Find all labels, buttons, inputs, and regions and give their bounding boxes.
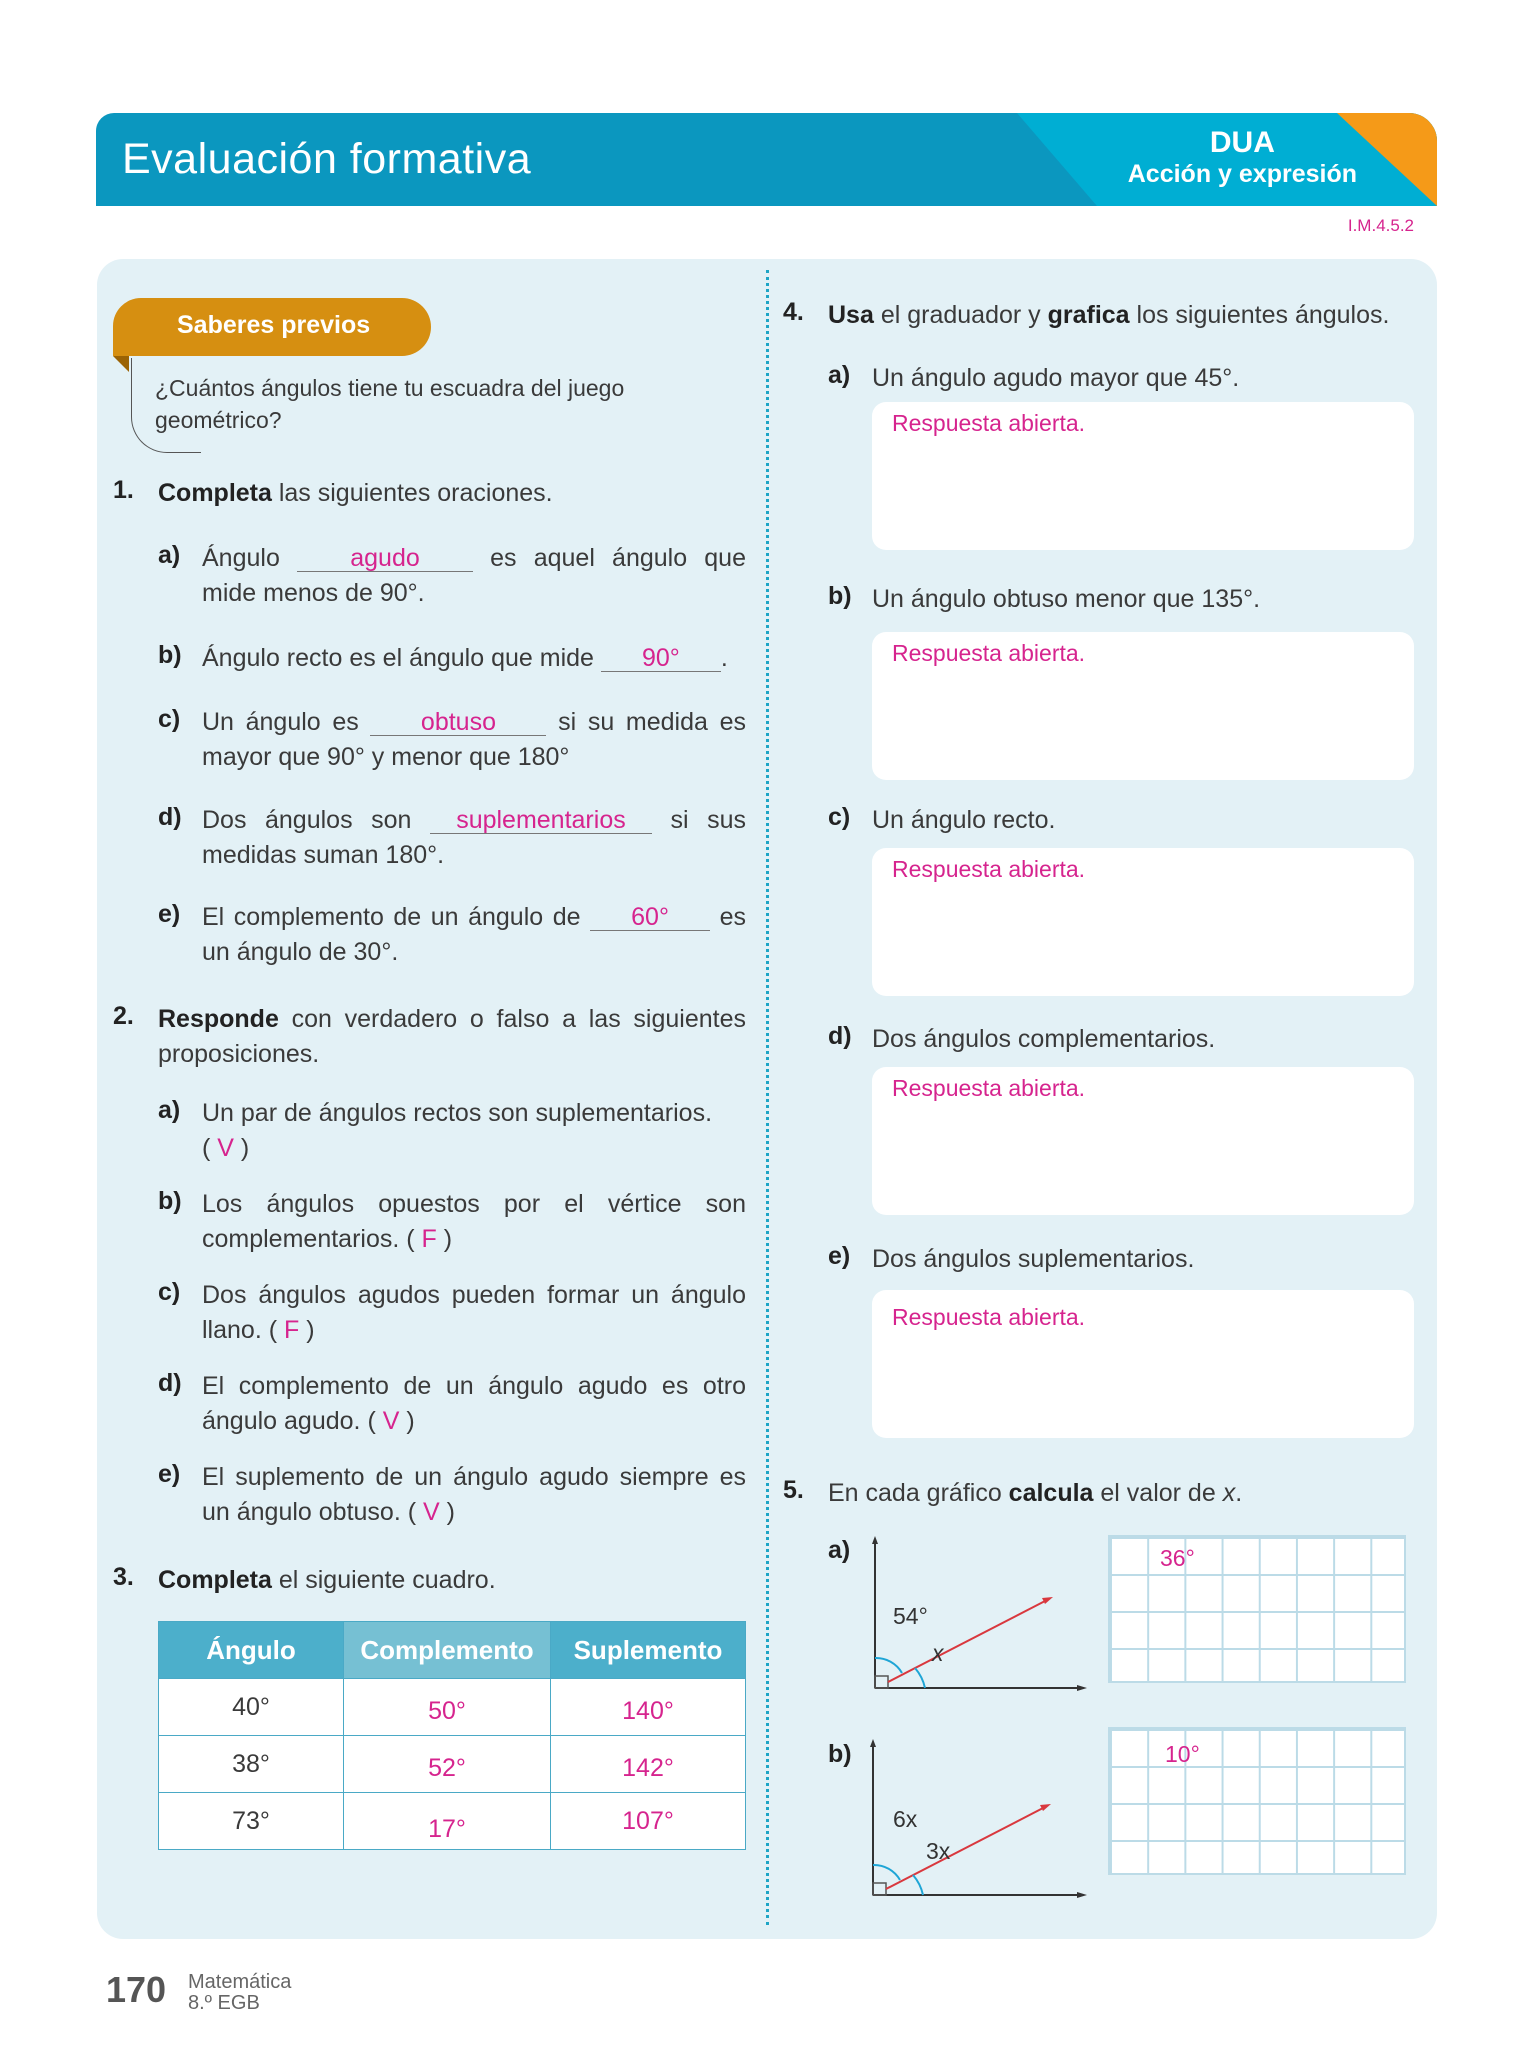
saberes-previos-label: Saberes previos	[113, 298, 431, 356]
q4b-text: Un ángulo obtuso menor que 135°.	[872, 585, 1261, 613]
q2c-statement: Dos ángulos agudos pueden formar un ángulo llano.	[202, 1281, 746, 1344]
q4c-text: Un ángulo recto.	[872, 806, 1056, 834]
q5b-angle-diagram	[855, 1735, 1095, 1905]
q4-mid: el graduador y	[873, 301, 1048, 329]
q4b-label: b)	[828, 582, 852, 610]
q2b-paren-open: (	[406, 1225, 415, 1253]
q5a-label: a)	[828, 1536, 851, 1564]
q2a-paren-close: )	[240, 1134, 250, 1162]
q1a-after: es aquel ángulo que mide menos de 90°.	[202, 544, 746, 607]
column-divider	[766, 270, 769, 1925]
cell-complement[interactable]: 52°	[344, 1736, 551, 1793]
angles-table	[158, 1621, 746, 1850]
q2e-statement: El suplemento de un ángulo agudo siempre es un ángulo obtuso.	[202, 1463, 746, 1526]
q4d-text: Dos ángulos complementarios.	[872, 1025, 1216, 1053]
q2e-paren-open: (	[407, 1498, 417, 1526]
q5-before: En cada gráfico	[828, 1479, 1009, 1507]
q1c-text	[202, 705, 746, 775]
q2d-label: d)	[158, 1369, 182, 1397]
q2b-label: b)	[158, 1187, 182, 1215]
q4a-text: Un ángulo agudo mayor que 45°.	[872, 364, 1240, 392]
q1c-before: Un ángulo es	[202, 708, 371, 736]
q2e-answer[interactable]: V	[423, 1498, 440, 1526]
q5a-upper-angle: 54°	[893, 1603, 928, 1629]
indicator-code: I.M.4.5.2	[1347, 216, 1414, 235]
q2-verb: Responde	[158, 1005, 279, 1033]
q2b-statement: Los ángulos opuestos por el vértice son complementarios.	[202, 1190, 746, 1253]
q2d-paren-open: (	[367, 1407, 376, 1435]
page-number: 170	[106, 1969, 167, 2010]
q1a-answer-blank[interactable]: agudo	[297, 545, 473, 572]
q2-instruction	[158, 1002, 746, 1072]
q2d-paren-close: )	[406, 1407, 415, 1435]
q1b-label: b)	[158, 641, 182, 669]
q2a-label: a)	[158, 1096, 181, 1124]
q1-instruction	[158, 476, 553, 511]
q2a-text	[202, 1096, 746, 1166]
q1b-answer-blank[interactable]: 90°	[601, 645, 721, 672]
q1d-before: Dos ángulos son	[202, 806, 430, 834]
q5-verb: calcula	[1008, 1479, 1094, 1507]
q4c-label: c)	[828, 803, 851, 831]
cell-angle: 38°	[159, 1736, 344, 1793]
q2d-statement: El complemento de un ángulo agudo es otro ángulo agudo.	[202, 1372, 746, 1435]
dua-title: DUA	[1209, 126, 1275, 159]
q2a-statement: Un par de ángulos rectos son suplementarios.	[202, 1099, 713, 1127]
q5b-lower-angle-text: 3x	[926, 1838, 951, 1864]
q5a-work-grid[interactable]	[1108, 1535, 1406, 1683]
q2a-answer[interactable]: V	[217, 1134, 234, 1162]
q2c-paren-open: (	[268, 1316, 278, 1344]
cell-angle: 73°	[159, 1793, 344, 1850]
table-row	[159, 1793, 746, 1850]
q5a-angle-diagram	[855, 1530, 1095, 1700]
q1e-before: El complemento de un ángulo de	[202, 903, 591, 931]
q5-number: 5.	[783, 1476, 804, 1504]
q1c-label: c)	[158, 705, 181, 733]
q2e-paren-close: )	[446, 1498, 455, 1526]
q4-rest: los siguientes ángulos.	[1129, 301, 1390, 329]
q2b-text	[202, 1187, 746, 1257]
q2-number: 2.	[113, 1002, 134, 1030]
q2e-text	[202, 1460, 746, 1530]
q2e-label: e)	[158, 1460, 181, 1488]
q2-rest: con verdadero o falso a las siguientes proposiciones.	[158, 1005, 746, 1068]
q1b-text	[202, 641, 762, 676]
q1-verb: Completa	[158, 479, 272, 507]
table-row	[159, 1679, 746, 1736]
table-header-row	[159, 1622, 746, 1679]
header-angulo: Ángulo	[159, 1622, 344, 1679]
q5b-label: b)	[828, 1740, 852, 1768]
q3-number: 3.	[113, 1563, 134, 1591]
q5-end: .	[1235, 1479, 1243, 1507]
cell-supplement[interactable]: 140°	[551, 1679, 746, 1736]
header-complemento: Complemento	[344, 1622, 551, 1679]
q4a-label: a)	[828, 361, 851, 389]
q1d-label: d)	[158, 803, 182, 831]
q4a-answer-box[interactable]	[872, 402, 1414, 550]
q1a-before: Ángulo	[202, 544, 297, 572]
table-row	[159, 1736, 746, 1793]
dua-badge	[1128, 127, 1357, 189]
q3-instruction	[158, 1563, 496, 1598]
cell-complement[interactable]: 50°	[344, 1679, 551, 1736]
q2b-answer[interactable]: F	[421, 1225, 437, 1253]
q1a-text	[202, 541, 746, 611]
q4-verb2: grafica	[1047, 301, 1130, 329]
header-banner	[96, 113, 1437, 206]
q1b-before: Ángulo recto es el ángulo que mide	[202, 644, 601, 672]
q1e-after: es un ángulo de 30°.	[202, 903, 746, 966]
grade-level: 8.º EGB	[188, 1992, 260, 2014]
q4-number: 4.	[783, 298, 804, 326]
q2c-label: c)	[158, 1278, 181, 1306]
q1d-text	[202, 803, 746, 873]
q1e-answer-blank[interactable]: 60°	[590, 904, 710, 931]
q4-instruction	[828, 298, 1389, 333]
q5a-lower-angle: x	[932, 1640, 944, 1666]
q5b-upper-angle	[893, 1806, 917, 1833]
cell-angle: 40°	[159, 1679, 344, 1736]
q3-verb: Completa	[158, 1566, 272, 1594]
q4e-answer-box[interactable]	[872, 1290, 1414, 1438]
page-title: Evaluación formativa	[122, 135, 532, 183]
footer-subject	[188, 1972, 291, 2014]
q5b-answer: 10°	[1165, 1741, 1200, 1767]
q4e-answer: Respuesta abierta.	[892, 1304, 1086, 1330]
header-suplemento: Suplemento	[551, 1622, 746, 1679]
q4d-label: d)	[828, 1022, 852, 1050]
q2b-paren-close: )	[443, 1225, 453, 1253]
q2d-answer[interactable]: V	[382, 1407, 400, 1435]
q5-after: el valor de	[1093, 1479, 1223, 1507]
q1a-label: a)	[158, 541, 181, 569]
q1e-label: e)	[158, 900, 181, 928]
q4e-text: Dos ángulos suplementarios.	[872, 1245, 1195, 1273]
q5-instruction	[828, 1476, 1242, 1511]
q3-rest: el siguiente cuadro.	[271, 1566, 496, 1594]
q1d-after: si sus medidas suman 180°.	[202, 806, 746, 869]
q5b-work-grid[interactable]	[1108, 1727, 1406, 1875]
q5a-answer: 36°	[1160, 1545, 1195, 1571]
q2c-paren-close: )	[306, 1316, 315, 1344]
q1-rest: las siguientes oraciones.	[271, 479, 553, 507]
q4b-answer-box[interactable]	[872, 632, 1414, 780]
q4b-answer: Respuesta abierta.	[892, 640, 1086, 666]
dua-subtitle: Acción y expresión	[1127, 160, 1357, 188]
q4e-label: e)	[828, 1242, 851, 1270]
q2c-text	[202, 1278, 746, 1348]
q1c-after: si su medida es mayor que 90° y menor que 180°	[202, 708, 746, 771]
saberes-previos-question: ¿Cuántos ángulos tiene tu escuadra del juego geométrico?	[155, 375, 625, 433]
cell-supplement[interactable]: 107°	[551, 1793, 746, 1850]
q5-var: x	[1222, 1479, 1236, 1507]
q2c-answer[interactable]: F	[284, 1316, 300, 1344]
q4d-answer-box[interactable]	[872, 1067, 1414, 1215]
cell-complement[interactable]: 17°	[344, 1793, 551, 1850]
ribbon-fold	[113, 356, 129, 372]
q2a-paren-open: (	[202, 1134, 211, 1162]
q4c-answer-box[interactable]	[872, 848, 1414, 996]
q1-number: 1.	[113, 476, 134, 504]
q5b-upper-angle-text: 6x	[893, 1806, 918, 1832]
q5b-lower-angle	[926, 1838, 950, 1865]
q1d-answer-blank[interactable]: suplementarios	[430, 807, 652, 834]
q4d-answer: Respuesta abierta.	[892, 1075, 1086, 1101]
subject-name: Matemática	[188, 1971, 292, 1993]
q4c-answer: Respuesta abierta.	[892, 856, 1086, 882]
q1b-after: .	[720, 644, 728, 672]
q2d-text	[202, 1369, 746, 1439]
q1e-text	[202, 900, 746, 970]
q1c-answer-blank[interactable]: obtuso	[370, 709, 546, 736]
q4-verb1: Usa	[828, 301, 874, 329]
cell-supplement[interactable]: 142°	[551, 1736, 746, 1793]
q4a-answer: Respuesta abierta.	[892, 410, 1086, 436]
